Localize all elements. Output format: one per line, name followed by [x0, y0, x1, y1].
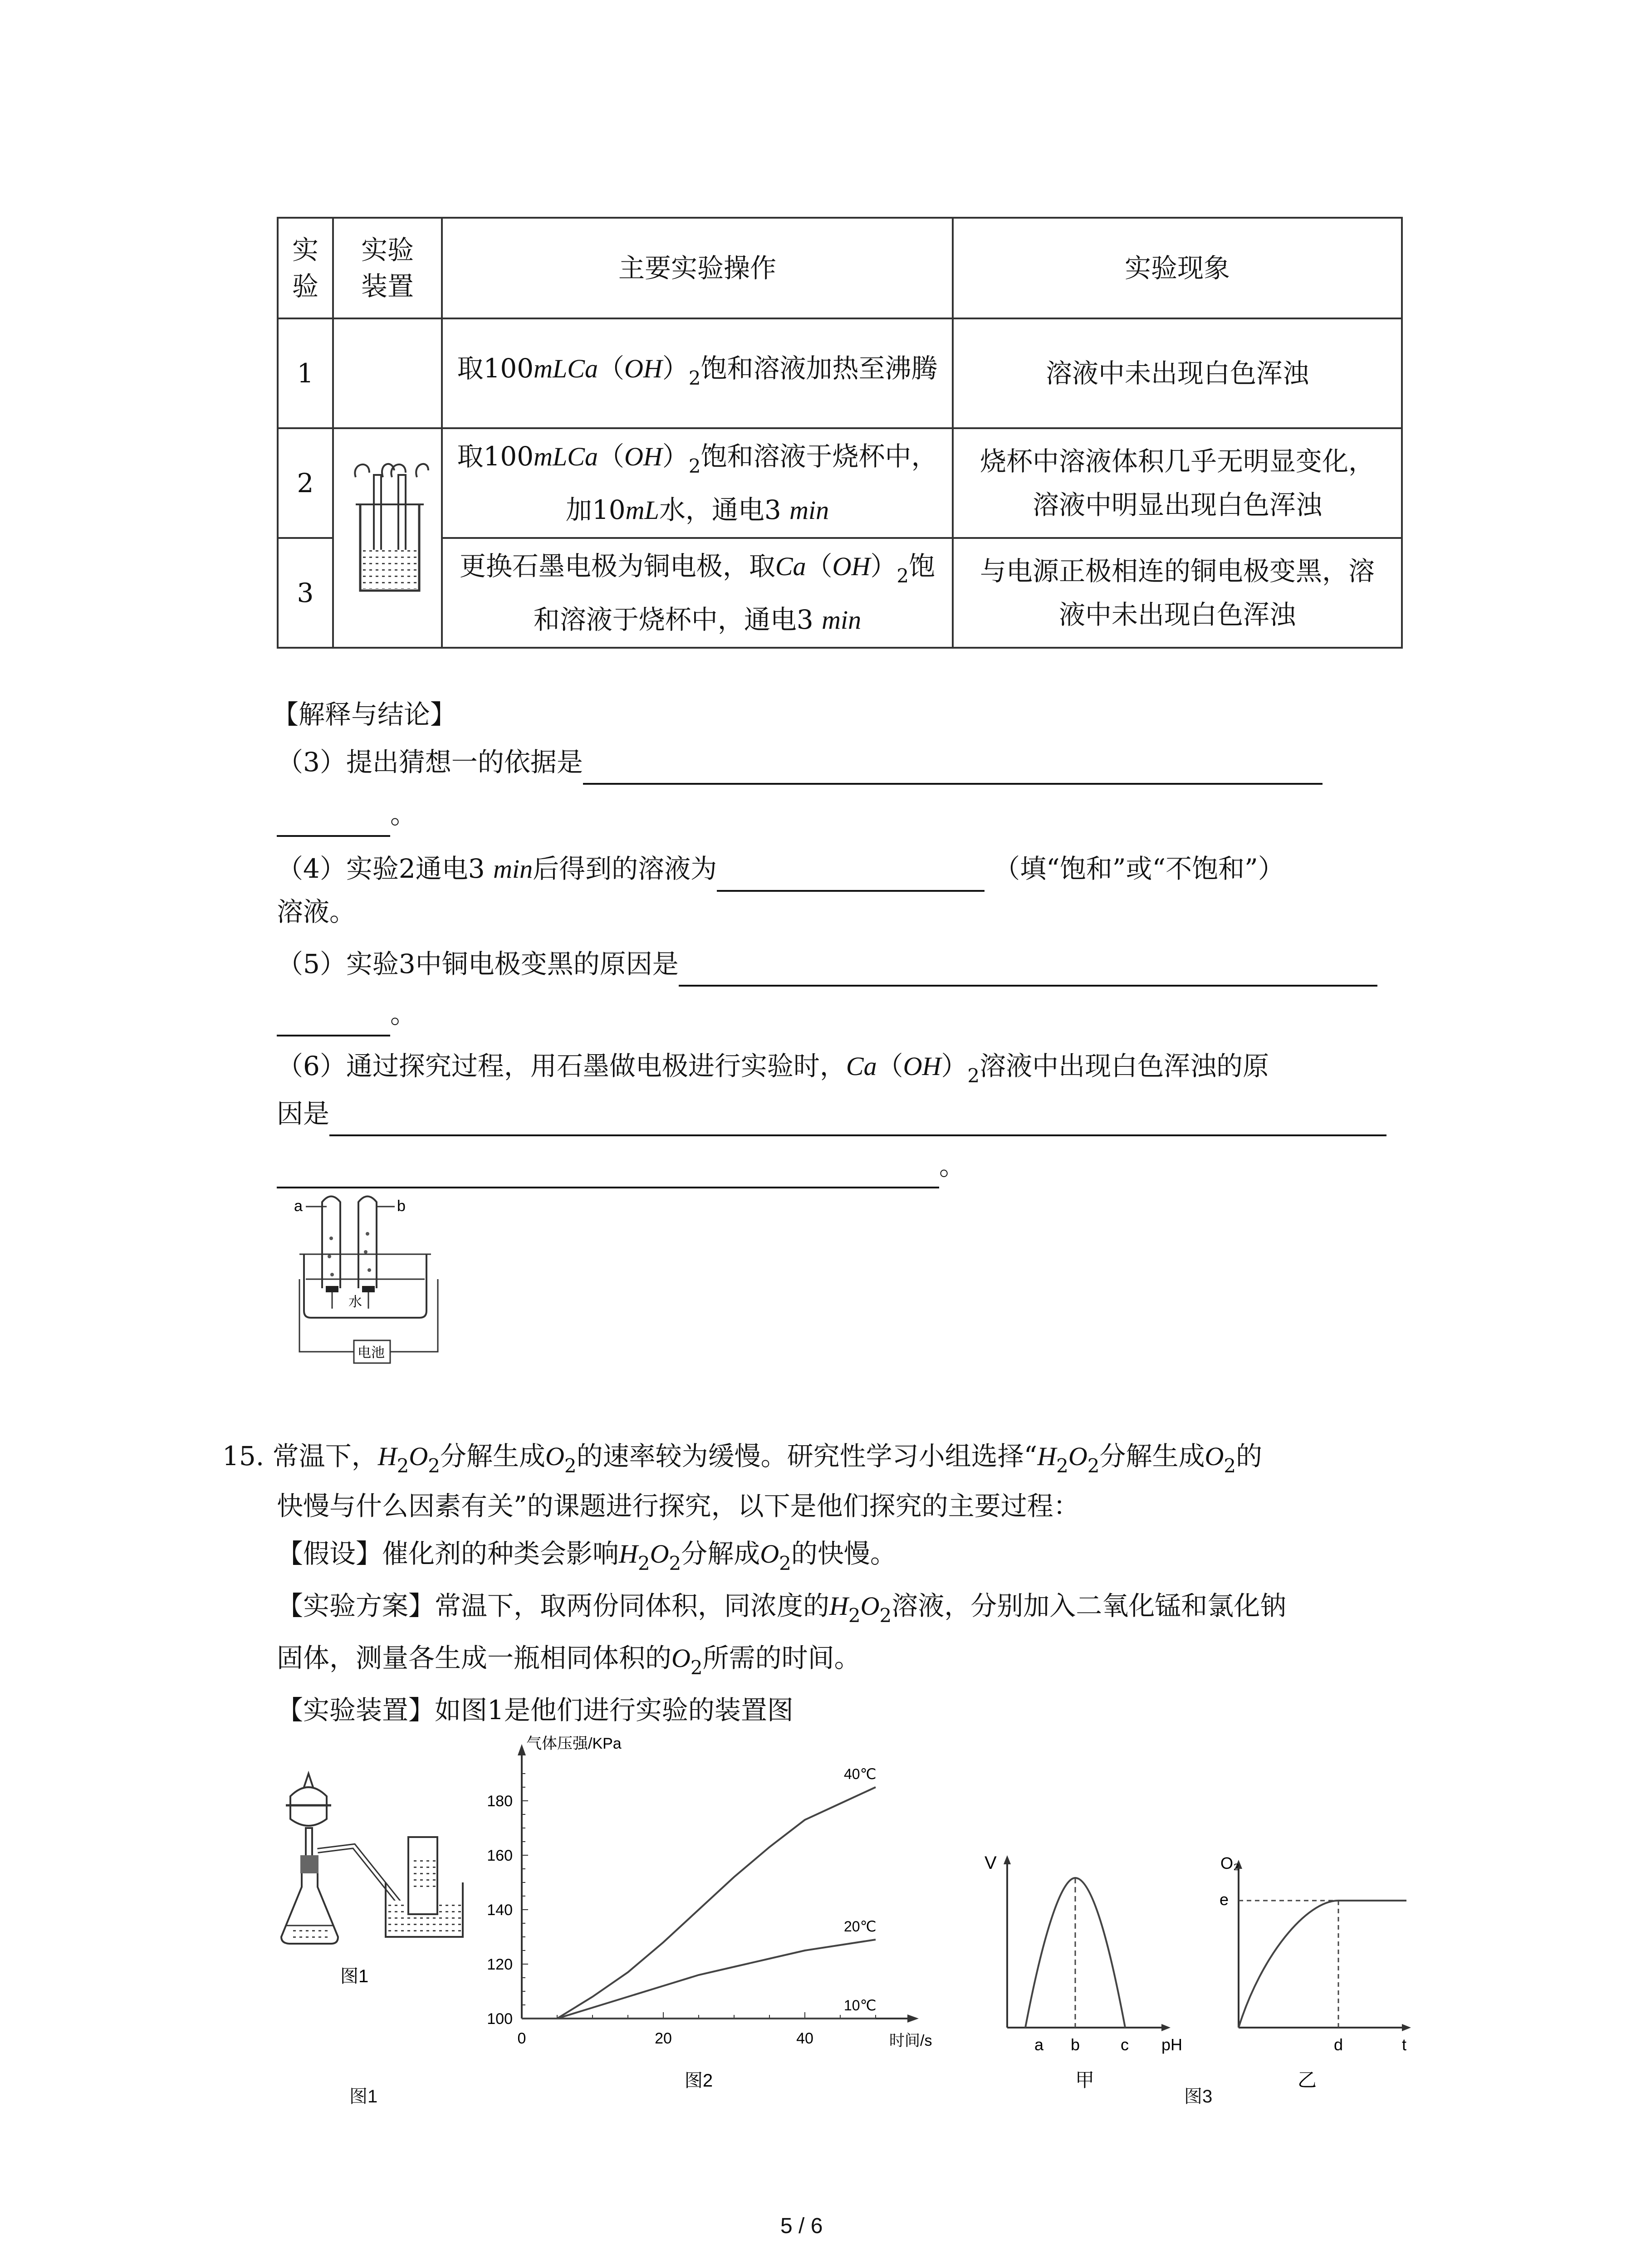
tick-b: b — [1071, 2035, 1080, 2054]
question-5-cont: 。 — [277, 991, 416, 1036]
page-number: 5 / 6 — [780, 2214, 823, 2238]
answer-blank[interactable] — [277, 806, 390, 837]
header-cell: 实验装置 — [333, 218, 442, 318]
y-tick-label: 180 — [487, 1793, 513, 1810]
question-6: （6）通过探究过程，用石墨做电极进行实验时，$Ca(OH)_2$溶液中出现白色浑浊的原 — [277, 1051, 1269, 1087]
header-cell: 实验现象 — [953, 218, 1402, 318]
figure3-yi-chart — [1207, 1842, 1443, 2096]
answer-blank[interactable] — [329, 1105, 1386, 1136]
x-tick-label: 40 — [796, 2030, 813, 2047]
y-tick-label: 140 — [487, 1901, 513, 1919]
x-tick-label: 20 — [655, 2030, 672, 2047]
electrolysis-beaker-icon — [342, 459, 433, 604]
answer-blank[interactable] — [679, 956, 1377, 987]
question-4-cont: 溶液。 — [277, 896, 356, 927]
series-label: 10℃ — [844, 1997, 877, 2014]
question-3: （3）提出猜想一的依据是 — [277, 739, 1323, 785]
y-tick-label: 120 — [487, 1956, 513, 1973]
header-cell: 主要实验操作 — [442, 218, 953, 318]
x-tick-label: 0 — [517, 2030, 526, 2047]
q15-plan: 【实验方案】常温下，取两份同体积，同浓度的$H_2O_2$溶液，分别加入二氧化锰和氯化钠 — [277, 1590, 1287, 1627]
figure3-jia-chart — [971, 1842, 1225, 2096]
answer-blank[interactable] — [277, 1158, 939, 1188]
q15-plan-cont: 固体，测量各生成一瓶相同体积的$O_2$所需的时间。 — [277, 1642, 861, 1679]
experiment-table — [277, 217, 1403, 649]
y-label: V — [985, 1853, 997, 1873]
x-label: pH — [1161, 2035, 1183, 2054]
phenomenon-cell: 烧杯中溶液体积几乎无明显变化，溶液中明显出现白色浑浊 — [953, 428, 1402, 538]
q15-hypothesis: 【假设】催化剂的种类会影响$H_2O_2$分解成$O_2$的快慢。 — [277, 1538, 896, 1574]
table-row — [278, 538, 1402, 648]
electrolysis-apparatus-figure — [290, 1188, 445, 1379]
x-axis-label: 时间/s — [889, 2032, 932, 2049]
series-label: 20℃ — [844, 1918, 877, 1935]
y-label: O₂ — [1220, 1854, 1239, 1872]
question-6-cont: 因是 — [277, 1091, 1386, 1136]
operation-cell: 取$100mLCa(OH)_2$饱和溶液加热至沸腾 — [442, 318, 953, 428]
tick-a: a — [1034, 2035, 1044, 2054]
operation-cell: 取$100mLCa(OH)_2$饱和溶液于烧杯中，加10mL水，通电3 min — [442, 428, 953, 538]
operation-cell: 更换石墨电极为铜电极，取$Ca(OH)_2$饱和溶液于烧杯中，通电3 min — [442, 538, 953, 648]
q15-line2: 快慢与什么因素有关”的课题进行探究，以下是他们探究的主要过程： — [277, 1491, 1080, 1521]
question-6-cont2: 。 — [277, 1143, 965, 1188]
row-number: 2 — [278, 428, 333, 538]
table-row — [278, 428, 1402, 538]
phenomenon-cell: 溶液中未出现白色浑浊 — [953, 318, 1402, 428]
tick-d: d — [1334, 2035, 1343, 2054]
label-a: a — [294, 1198, 303, 1215]
figure1-caption: 图1 — [349, 2087, 378, 2107]
section-title: 【解释与结论】 — [272, 699, 457, 730]
label-b: b — [397, 1198, 406, 1215]
y-axis-arrow — [518, 1744, 526, 1755]
row-number: 3 — [278, 538, 333, 648]
answer-blank[interactable] — [277, 1006, 390, 1036]
phenomenon-cell: 与电源正极相连的铜电极变黑，溶液中未出现白色浑浊 — [953, 538, 1402, 648]
series-line — [522, 1787, 876, 2019]
row-number: 1 — [278, 318, 333, 428]
header-cell: 实验 — [278, 218, 333, 318]
answer-blank[interactable] — [717, 861, 985, 892]
question-4: （4）实验2通电3 min后得到的溶液为 （填“饱和”或“不饱和”） — [277, 846, 1284, 892]
q15-line1: 15. 常温下，$H_2O_2$分解生成$O_2$的速率较为缓慢。研究性学习小组选择“$H_2O_2$分解生成$O_2$的 — [222, 1441, 1263, 1477]
answer-blank[interactable] — [583, 754, 1323, 785]
caption-jia: 甲 — [1075, 2069, 1095, 2091]
y-axis-label: 气体压强/KPa — [526, 1735, 622, 1752]
caption-yi: 乙 — [1298, 2069, 1317, 2091]
y-tick-label: 160 — [487, 1847, 513, 1864]
pressure-time-chart — [467, 1733, 957, 2096]
question-3-cont: 。 — [277, 792, 416, 837]
x-axis-arrow — [907, 2014, 919, 2023]
apparatus-cell — [333, 428, 442, 648]
apparatus-cell — [333, 318, 442, 428]
q15-apparatus: 【实验装置】如图1是他们进行实验的装置图 — [277, 1695, 794, 1725]
x-label: t — [1402, 2035, 1407, 2054]
figure1-caption: 图1 — [340, 1966, 369, 1986]
tick-e: e — [1220, 1890, 1229, 1909]
table-row — [278, 318, 1402, 428]
label-battery: 电池 — [358, 1345, 385, 1360]
label-water: 水 — [348, 1294, 362, 1310]
oxygen-curve — [1239, 1901, 1406, 2028]
tick-c: c — [1121, 2035, 1129, 2054]
question-5: （5）实验3中铜电极变黑的原因是 — [277, 941, 1377, 987]
series-label: 40℃ — [844, 1766, 877, 1782]
figure2-caption: 图2 — [684, 2071, 713, 2091]
y-tick-label: 100 — [487, 2010, 513, 2028]
figure3-caption: 图3 — [1184, 2087, 1213, 2107]
